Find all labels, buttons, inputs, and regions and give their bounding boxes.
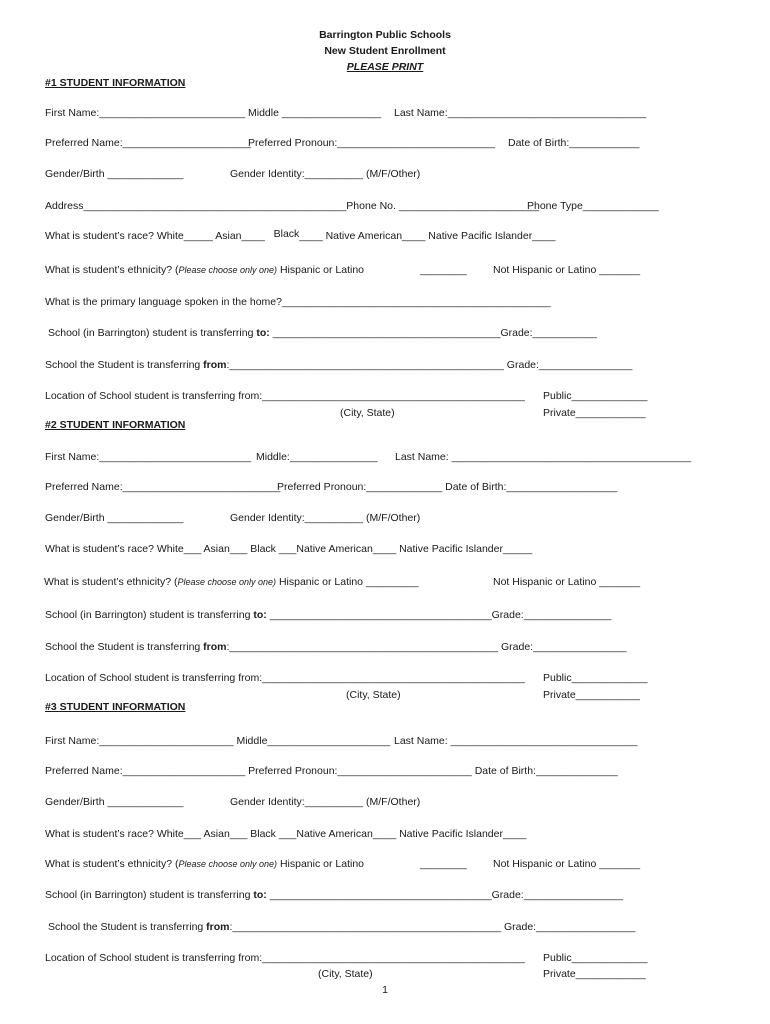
s2-eth-question: What is student’s ethnicity? ( xyxy=(44,576,178,588)
s3-to-line: ______________________________________Grade:_________________ xyxy=(266,889,623,901)
s2-eth-not-hispanic[interactable]: Not Hispanic or Latino _______ xyxy=(493,576,641,588)
s1-location-field[interactable]: Location of School student is transferring from:_____________________________________________ xyxy=(45,390,525,402)
print-instruction: PLEASE PRINT xyxy=(346,61,424,73)
s3-first-middle-field[interactable]: First Name:_______________________ Middle_____________________ xyxy=(45,735,391,747)
s1-city-state-label: (City, State) xyxy=(340,407,395,419)
s3-to-label: School (in Barrington) student is transferring xyxy=(45,889,254,901)
s3-ethnicity-row[interactable] xyxy=(45,858,364,870)
s2-race-row[interactable]: What is student’s race? White___ Asian___ Black ___Native American____ Native Pacific Islander_____ xyxy=(45,543,533,555)
section-2-title: #2 STUDENT INFORMATION xyxy=(45,419,186,431)
s3-school-from-field[interactable] xyxy=(48,921,635,933)
s1-address-phone-field[interactable]: Address_____________________________________________Phone No. ________________________ xyxy=(45,200,539,212)
s2-location-field[interactable]: Location of School student is transferring from:_____________________________________________ xyxy=(45,672,525,684)
s1-to-label: School (in Barrington) student is transferring xyxy=(48,327,257,339)
s2-eth-hispanic: Hispanic or Latino _________ xyxy=(276,576,419,588)
s1-from-line: :_______________________________________________ Grade:________________ xyxy=(226,359,633,371)
s3-to-bold: to: xyxy=(253,889,267,901)
s1-date-of-birth-field[interactable]: Date of Birth:____________ xyxy=(508,137,640,149)
s1-eth-hispanic: Hispanic or Latino xyxy=(277,264,364,276)
s3-public-field[interactable]: Public_____________ xyxy=(543,952,648,964)
s1-to-bold: to: xyxy=(256,327,270,339)
s1-gender-birth-field[interactable]: Gender/Birth _____________ xyxy=(45,168,184,180)
s1-race-part2: ____ Native American____ Native Pacific Islander____ xyxy=(299,230,556,242)
s1-race-black: Black xyxy=(273,228,300,240)
s1-race-part1: What is student’s race? White_____ Asian____ xyxy=(45,230,265,242)
s1-eth-note: Please choose only one) xyxy=(178,265,278,275)
s1-middle-name-field[interactable]: Middle _________________ xyxy=(248,107,382,119)
s2-school-to-field[interactable] xyxy=(45,609,611,621)
s2-first-name-field[interactable]: First Name:__________________________ xyxy=(45,451,252,463)
s1-preferred-name-field[interactable]: Preferred Name:______________________ xyxy=(45,137,252,149)
s2-school-from-field[interactable] xyxy=(45,641,627,653)
s3-eth-hispanic-blank[interactable]: ________ xyxy=(420,858,467,870)
s2-from-bold: from xyxy=(203,641,227,653)
s1-school-from-field[interactable] xyxy=(45,359,632,371)
s3-eth-question: What is student’s ethnicity? ( xyxy=(45,858,179,870)
s1-phone-type-field[interactable]: Phone Type_____________ xyxy=(527,200,659,212)
s1-preferred-pronoun-field[interactable]: Preferred Pronoun:___________________________ xyxy=(248,137,495,149)
s3-eth-hispanic: Hispanic or Latino xyxy=(277,858,364,870)
s1-public-field[interactable]: Public_____________ xyxy=(543,390,648,402)
s1-primary-language-field[interactable]: What is the primary language spoken in the home?______________________________________________ xyxy=(45,296,551,308)
s3-city-state-label: (City, State) xyxy=(318,968,373,980)
s2-to-label: School (in Barrington) student is transferring xyxy=(45,609,254,621)
s3-from-label: School the Student is transferring xyxy=(48,921,207,933)
s1-last-name-field[interactable]: Last Name:__________________________________ xyxy=(394,107,647,119)
s1-from-label: School the Student is transferring xyxy=(45,359,204,371)
page-number: 1 xyxy=(382,984,388,996)
section-3-title: #3 STUDENT INFORMATION xyxy=(45,701,186,713)
s3-gender-birth-field[interactable]: Gender/Birth _____________ xyxy=(45,796,184,808)
s2-to-bold: to: xyxy=(253,609,267,621)
s3-private-field[interactable]: Private____________ xyxy=(543,968,646,980)
form-title: New Student Enrollment xyxy=(324,45,446,57)
s3-gender-identity-field[interactable]: Gender Identity:__________ (M/F/Other) xyxy=(230,796,421,808)
s2-middle-name-field[interactable]: Middle:_______________ xyxy=(256,451,378,463)
s3-eth-not-hispanic[interactable]: Not Hispanic or Latino _______ xyxy=(493,858,641,870)
s2-from-line: :______________________________________________ Grade:________________ xyxy=(226,641,627,653)
section-1-title: #1 STUDENT INFORMATION xyxy=(45,77,186,89)
s2-last-name-field[interactable]: Last Name: _________________________________________ xyxy=(395,451,692,463)
s3-race-row[interactable]: What is student’s race? White___ Asian___ Black ___Native American____ Native Pacific Islander____ xyxy=(45,828,527,840)
s1-ethnicity-row[interactable] xyxy=(45,264,364,276)
s3-from-bold: from xyxy=(206,921,230,933)
s2-to-line: ______________________________________Grade:_______________ xyxy=(266,609,612,621)
s1-eth-not-hispanic[interactable]: Not Hispanic or Latino _______ xyxy=(493,264,641,276)
s3-preferred-row[interactable]: Preferred Name:_____________________ Preferred Pronoun:_______________________ Date of Birth:______________ xyxy=(45,765,618,777)
s3-location-field[interactable]: Location of School student is transferring from:_____________________________________________ xyxy=(45,952,525,964)
s1-gender-identity-field[interactable]: Gender Identity:__________ (M/F/Other) xyxy=(230,168,421,180)
s2-city-state-label: (City, State) xyxy=(346,689,401,701)
s2-gender-identity-field[interactable]: Gender Identity:__________ (M/F/Other) xyxy=(230,512,421,524)
s3-from-line: :______________________________________________ Grade:_________________ xyxy=(229,921,636,933)
s1-race-row[interactable] xyxy=(45,230,556,242)
s1-eth-question: What is student’s ethnicity? ( xyxy=(45,264,179,276)
s1-school-to-field[interactable] xyxy=(48,327,597,339)
s1-from-bold: from xyxy=(203,359,227,371)
s1-private-field[interactable]: Private____________ xyxy=(543,407,646,419)
s2-preferred-name-field[interactable]: Preferred Name:___________________________ xyxy=(45,481,281,493)
s3-eth-note: Please choose only one) xyxy=(178,859,278,869)
school-name: Barrington Public Schools xyxy=(319,29,451,41)
s1-to-line: _______________________________________Grade:___________ xyxy=(269,327,597,339)
s2-from-label: School the Student is transferring xyxy=(45,641,204,653)
s2-public-field[interactable]: Public_____________ xyxy=(543,672,648,684)
s2-eth-note: Please choose only one) xyxy=(177,577,277,587)
s2-pronoun-dob-field[interactable]: Preferred Pronoun:_____________ Date of Birth:___________________ xyxy=(277,481,618,493)
s2-private-field[interactable]: Private___________ xyxy=(543,689,640,701)
s3-school-to-field[interactable] xyxy=(45,889,623,901)
s2-gender-birth-field[interactable]: Gender/Birth _____________ xyxy=(45,512,184,524)
s2-ethnicity-row[interactable] xyxy=(44,576,418,588)
s1-eth-hispanic-blank[interactable]: ________ xyxy=(420,264,467,276)
s3-last-name-field[interactable]: Last Name: ________________________________ xyxy=(394,735,638,747)
s1-first-name-field[interactable]: First Name:_________________________ xyxy=(45,107,246,119)
